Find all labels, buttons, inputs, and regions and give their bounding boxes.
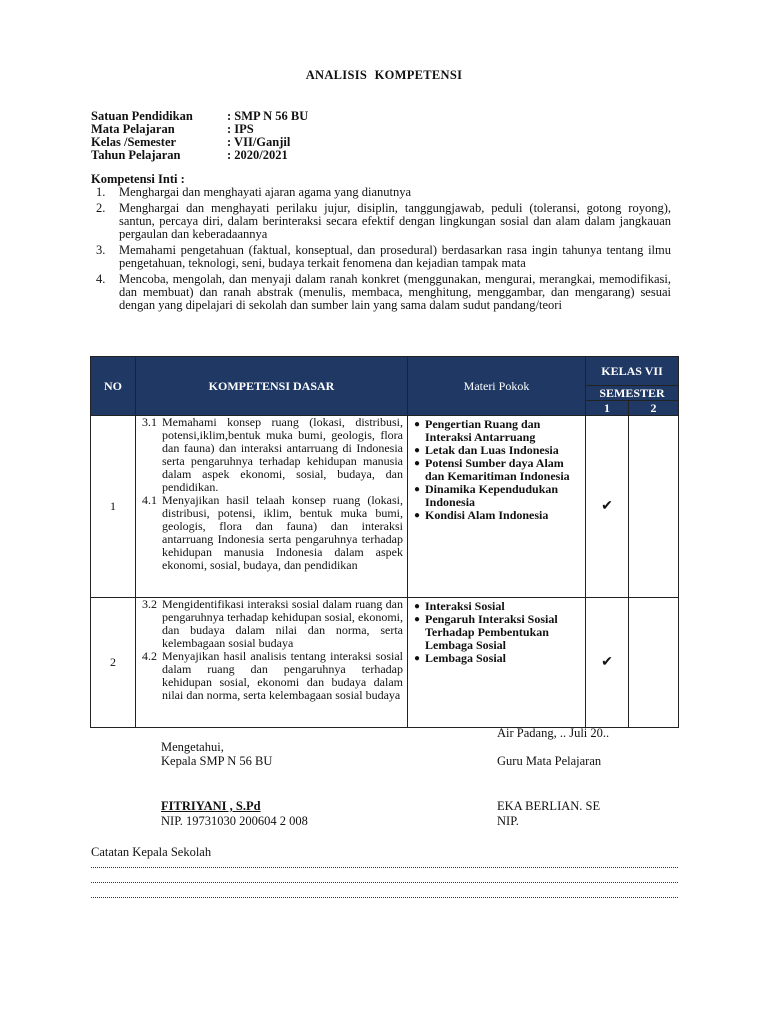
list-number: 3. [96, 243, 106, 257]
materi-text: Interaksi Sosial [425, 599, 505, 613]
list-item [91, 202, 671, 241]
meta-value: : IPS [227, 122, 254, 136]
materi-text: Kondisi Alam Indonesia [425, 508, 549, 522]
bullet-icon: ● [414, 419, 421, 430]
signature-right-nip: NIP. [497, 814, 519, 828]
materi-text: Pengaruh Interaksi Sosial Terhadap Pembentukan Lembaga Sosial [425, 612, 558, 652]
kd-item [136, 416, 407, 494]
list-number: 1. [96, 185, 106, 199]
table-row [91, 416, 679, 598]
kd-text: Menyajikan hasil telaah konsep ruang (lokasi, distribusi, potensi, iklim, bentuk muka bumi, geologis, flora dan fauna) dan interaksi antarruang Indonesia serta pengaruhnya terhadap kehidupan manusia Indonesia dalam aspek ekonomi, sosial, budaya, dan pendidikan [162, 493, 403, 572]
header-materi-pokok: Materi Pokok [408, 357, 586, 416]
signature-right-role: Guru Mata Pelajaran [497, 754, 602, 768]
identity-block [91, 110, 308, 162]
row-number: 2 [91, 598, 136, 728]
materi-cell [408, 598, 586, 728]
materi-text: Letak dan Luas Indonesia [425, 443, 559, 457]
meta-row [91, 149, 308, 162]
header-semester-1: 1 [586, 401, 629, 416]
bullet-icon: ● [414, 614, 421, 625]
signature-left-name: FITRIYANI , S.Pd [161, 799, 261, 813]
notes-heading: Catatan Kepala Sekolah [91, 845, 212, 859]
meta-value: : 2020/2021 [227, 148, 288, 162]
semester-2-check [629, 416, 679, 598]
signature-right-name: EKA BERLIAN. SE [497, 799, 601, 813]
kd-cell [136, 598, 408, 728]
header-no: NO [91, 357, 136, 416]
list-text: Menghargai dan menghayati perilaku jujur, disiplin, tanggungjawab, peduli (toleransi, gotong royong), santun, percaya diri, dalam berinteraksi secara efektif dengan lingkungan sosial dan alam dalam jangkauan pergaulan dan keberadaannya [119, 201, 671, 241]
list-text: Mencoba, mengolah, dan menyaji dalam ranah konkret (menggunakan, mengurai, merangkai, memodifikasi, dan membuat) dan ranah abstrak (menulis, membaca, menghitung, menggambar, dan mengarang) sesuai dengan yang dipelajari di sekolah dan sumber lain yang sama dalam sudut pandang/teori [119, 272, 671, 312]
materi-cell [408, 416, 586, 598]
kd-number: 3.2 [142, 597, 157, 611]
kd-item [136, 650, 407, 702]
meta-label: Tahun Pelajaran [91, 148, 181, 162]
kd-number: 4.1 [142, 493, 157, 507]
kompetensi-inti-list [91, 186, 671, 315]
list-item [414, 652, 581, 665]
semester-1-check: ✔ [586, 416, 629, 598]
materi-text: Dinamika Kependudukan Indonesia [425, 482, 559, 509]
signature-left-role: Kepala SMP N 56 BU [161, 754, 273, 768]
list-item [91, 244, 671, 270]
kd-item [136, 598, 407, 650]
materi-text: Pengertian Ruang dan Interaksi Antarruang [425, 417, 541, 444]
list-text: Menghargai dan menghayati ajaran agama yang dianutnya [119, 185, 412, 199]
notes-line [91, 896, 678, 898]
list-item [414, 483, 581, 509]
competency-table [90, 356, 679, 728]
kd-number: 4.2 [142, 649, 157, 663]
row-number: 1 [91, 416, 136, 598]
list-item [91, 273, 671, 312]
list-item [414, 509, 581, 522]
notes-line [91, 866, 678, 868]
materi-list [408, 416, 585, 522]
document-title: ANALISIS KOMPETENSI [305, 68, 463, 82]
list-text: Memahami pengetahuan (faktual, konseptual, dan prosedural) berdasarkan rasa ingin tahunya tentang ilmu pengetahuan, teknologi, seni, budaya terkait fenomena dan kejadian tampak mata [119, 243, 671, 270]
semester-1-check: ✔ [586, 598, 629, 728]
materi-text: Potensi Sumber daya Alam dan Kemaritiman Indonesia [425, 456, 570, 483]
meta-label: Mata Pelajaran [91, 122, 175, 136]
list-item [91, 186, 671, 199]
meta-value: : SMP N 56 BU [227, 109, 309, 123]
list-item [414, 613, 581, 652]
signature-left-greeting: Mengetahui, [161, 740, 224, 754]
bullet-icon: ● [414, 510, 421, 521]
meta-label: Satuan Pendidikan [91, 109, 193, 123]
kd-text: Menyajikan hasil analisis tentang interaksi sosial dalam ruang dan pengaruhnya terhadap kehidupan sosial, ekonomi dan budaya dalam nilai dan norma, serta kelembagaan sosial budaya [162, 649, 403, 702]
notes-line [91, 881, 678, 883]
list-number: 2. [96, 201, 106, 215]
list-item [414, 418, 581, 444]
meta-label: Kelas /Semester [91, 135, 177, 149]
table-row [91, 598, 679, 728]
header-semester-2: 2 [629, 401, 679, 416]
header-semester: SEMESTER [586, 386, 679, 401]
header-kompetensi-dasar: KOMPETENSI DASAR [136, 357, 408, 416]
list-number: 4. [96, 272, 106, 286]
kompetensi-inti-heading: Kompetensi Inti : [91, 172, 185, 186]
materi-text: Lembaga Sosial [425, 651, 507, 665]
kd-cell [136, 416, 408, 598]
bullet-icon: ● [414, 458, 421, 469]
kd-number: 3.1 [142, 415, 157, 429]
place-date: Air Padang, .. Juli 20.. [497, 726, 610, 740]
bullet-icon: ● [414, 484, 421, 495]
kd-text: Mengidentifikasi interaksi sosial dalam ruang dan pengaruhnya terhadap kehidupan sosial, ekonomi, dan budaya dalam nilai dan norma, serta kelembagaan sosial budaya [162, 597, 403, 650]
header-kelas: KELAS VII [586, 357, 679, 386]
semester-2-check [629, 598, 679, 728]
bullet-icon: ● [414, 653, 421, 664]
list-item [414, 457, 581, 483]
meta-value: : VII/Ganjil [227, 135, 291, 149]
materi-list [408, 598, 585, 665]
bullet-icon: ● [414, 601, 421, 612]
kd-item [136, 494, 407, 572]
kd-text: Memahami konsep ruang (lokasi, distribusi, potensi,iklim,bentuk muka bumi, geologis, flora dan fauna) dan interaksi antarruang di Indonesia serta pengaruhnya terhadap kehidupan manusia dalam aspek ekonomi, sosial, budaya, dan pendidikan. [162, 415, 403, 494]
bullet-icon: ● [414, 445, 421, 456]
signature-left-nip: NIP. 19731030 200604 2 008 [161, 814, 308, 828]
